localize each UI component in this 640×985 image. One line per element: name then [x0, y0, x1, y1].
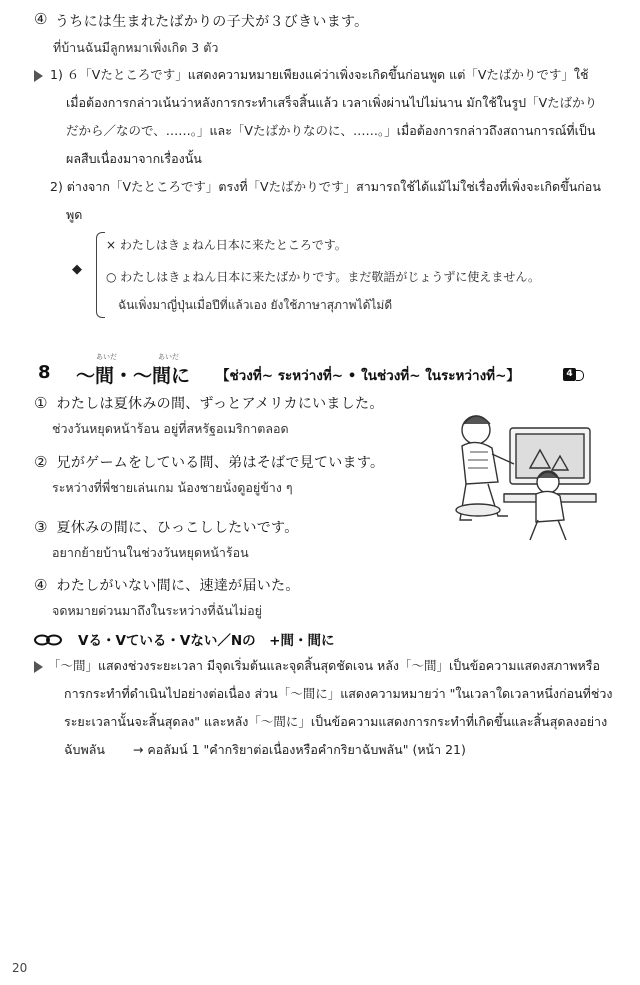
- example-thai: อยากย้ายบ้านในช่วงวันหยุดหน้าร้อน: [52, 545, 249, 560]
- example-number: ④: [34, 10, 48, 28]
- section-subtitle: 【ช่วงที่~ ระหว่างที่~ • ในช่วงที่~ ในระหว่างที่~】: [216, 368, 520, 384]
- note-line: การกระทำที่ดำเนินไปอย่างต่อเนื่อง ส่วน「〜間に」แสดงความหมายว่า "ในเวลาใดเวลาหนึ่งก่อนที่ช่วง: [64, 686, 613, 701]
- note-triangle-icon: [34, 661, 43, 673]
- column-reference: → คอลัมน์ 1 "คำกริยาต่อเนื่องหรือคำกริยาฉับพลัน" (หน้า 21): [132, 742, 466, 757]
- audio-icon: [576, 370, 584, 381]
- note-line: ผลสืบเนื่องมาจากเรื่องนั้น: [66, 151, 202, 166]
- example-number: ④: [34, 576, 48, 594]
- list-item: [34, 569, 434, 625]
- example-number: ②: [34, 453, 48, 471]
- example-japanese: 兄がゲームをしている間、弟はそばで見ています。: [56, 455, 385, 471]
- section-title: 〜間・〜間に: [76, 365, 191, 387]
- diamond-icon: ◆: [72, 262, 82, 277]
- note-line: 2) ต่างจาก「Vたところです」ตรงที่「Vたばかりです」สามารถใช้ได้แม้ไม่ใช่เรื่องที่เพิ่งจะเกิดขึ้นก่อน: [50, 179, 601, 194]
- illustration-brothers-playing-game: [432, 398, 600, 548]
- note-line-text: ฉับพลัน: [64, 742, 105, 757]
- example-thai: ระหว่างที่พี่ชายเล่นเกม น้องชายนั่งดูอยู่ข้าง ๆ: [52, 480, 293, 495]
- list-item: [34, 511, 434, 569]
- compare-thai: ฉันเพิ่งมาญี่ปุ่นเมื่อปีที่แล้วเอง ยังใช้ภาษาสุภาพได้ไม่ดี: [118, 298, 393, 312]
- list-item: [34, 442, 434, 511]
- page-number: 20: [12, 961, 28, 975]
- example-number: ①: [34, 394, 48, 412]
- wrong-example: × わたしはきょねん日本に来たところです。: [106, 238, 347, 252]
- note-line: 1) ６「Vたところです」แสดงความหมายเพียงแค่ว่าเพิ่งจะเกิดขึ้นก่อนพูด แต่「Vたばかりです」ใช้: [50, 67, 589, 82]
- example-thai: ช่วงวันหยุดหน้าร้อน อยู่ที่สหรัฐอเมริกาตลอด: [52, 421, 289, 436]
- example-number: ③: [34, 518, 48, 536]
- example-japanese: 夏休みの間に、ひっこししたいです。: [56, 520, 299, 536]
- example-japanese: わたしは夏休みの間、ずっとアメリカにいました。: [56, 396, 384, 412]
- note-paragraph-1: [50, 61, 625, 229]
- right-example: ○ わたしはきょねん日本に来たばかりです。まだ敬語がじょうずに使えません。: [106, 270, 541, 284]
- title-ruby: あいだ: [158, 353, 179, 361]
- note-triangle-icon: [34, 70, 43, 82]
- note-line: [48, 736, 623, 764]
- list-item: [34, 393, 434, 442]
- connection-pattern: Vる・Vている・Vない／Nの +間・間に: [78, 633, 335, 649]
- note-line: เมื่อต้องการกล่าวเน้นว่าหลังการกระทำเสร็จสิ้นแล้ว เวลาเพิ่งผ่านไปไม่นาน มักใช้ในรูป「Vたばかり: [66, 95, 598, 110]
- note-line: 「〜間」แสดงช่วงระยะเวลา มีจุดเริ่มต้นและจุดสิ้นสุดชัดเจน หลัง「〜間」เป็นข้อความแสดงสภาพหรือ: [48, 658, 600, 673]
- link-icon: [34, 631, 62, 643]
- title-ruby: あいだ: [96, 353, 117, 361]
- note-line: พูด: [66, 207, 83, 222]
- examples-list: [34, 393, 434, 625]
- example-japanese: うちには生まれたばかりの子犬が３びきいます。: [55, 14, 369, 30]
- note-paragraph-2: [48, 652, 623, 764]
- note-line: だから／なので、……。」และ「Vたばかりなのに、……。」เมื่อต้องการกล่าวถึงสถานการณ์ที่เป็น: [66, 123, 596, 138]
- section-number: 8: [38, 362, 51, 383]
- brace: [96, 232, 105, 318]
- audio-track-badge: 4: [563, 368, 576, 381]
- example-thai: ที่บ้านฉันมีลูกหมาเพิ่งเกิด 3 ตัว: [53, 40, 219, 55]
- note-line: ระยะเวลานั้นจะสิ้นสุดลง" และหลัง「〜間に」เป็นข้อความแสดงการกระทำที่เกิดขึ้นและสิ้นสุดลงอย่าง: [64, 714, 608, 729]
- example-japanese: わたしがいない間に、速達が届いた。: [56, 578, 300, 594]
- example-thai: จดหมายด่วนมาถึงในระหว่างที่ฉันไม่อยู่: [52, 603, 262, 618]
